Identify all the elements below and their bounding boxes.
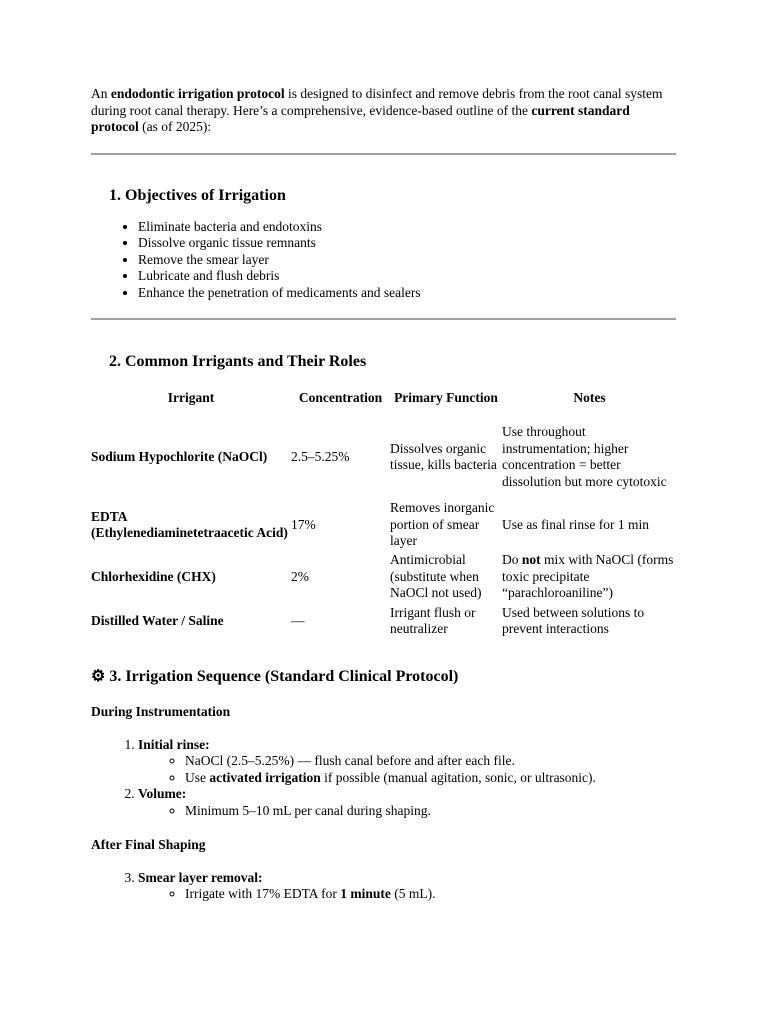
list-item: [138, 737, 677, 787]
notes-cell: Use as final rinse for 1 min: [502, 516, 649, 532]
column-header: Concentration: [298, 389, 383, 405]
notes-cell: Used between solutions to prevent interactions: [502, 604, 645, 636]
intro-paragraph: [91, 86, 677, 136]
column-header: Notes: [573, 389, 606, 405]
list-item: ◦ NaOCl (2.5–5.25%) — flush canal before and after each file.: [185, 753, 677, 770]
intro-text: (as of 2025):: [138, 119, 212, 134]
column-header: Irrigant: [167, 389, 215, 405]
list-text: (5 mL).: [390, 886, 436, 901]
notes-emphasis: not: [521, 552, 541, 568]
subheading-during-instrumentation: During Instrumentation: [91, 704, 231, 719]
list-item: • Lubricate and flush debris: [138, 268, 677, 285]
step-label: Smear layer removal:: [138, 869, 263, 885]
divider: [91, 153, 676, 155]
list-item: • Enhance the penetration of medicaments and sealers: [138, 285, 677, 302]
section-1-heading: 1. Objectives of Irrigation: [109, 186, 286, 204]
function-cell: Dissolves organic tissue, kills bacteria: [390, 440, 497, 472]
list-text: Irrigate with 17% EDTA for: [185, 886, 341, 901]
table-row: [91, 551, 677, 603]
table-row: [91, 415, 677, 499]
intro-text: An: [91, 86, 111, 101]
list-emphasis: activated irrigation: [209, 769, 321, 785]
list-text: if possible (manual agitation, sonic, or ultrasonic).: [320, 769, 596, 785]
irrigants-table: [91, 381, 677, 639]
function-cell: Removes inorganic portion of smear layer: [390, 500, 495, 549]
subheading-after-final-shaping: After Final Shaping: [91, 837, 206, 852]
irrigant-name: Sodium Hypochlorite (NaOCl): [91, 448, 268, 464]
list-item: [138, 786, 677, 819]
function-cell: Antimicrobial (substitute when NaOCl not used): [390, 552, 482, 601]
section-3-heading: [91, 667, 677, 687]
gear-icon: ⚙: [91, 668, 106, 685]
notes-text: mix with NaOCl (forms toxic precipitate “parachloroaniline”): [502, 552, 674, 601]
table-header-row: [91, 381, 677, 415]
concentration-cell: 17%: [291, 516, 316, 532]
divider: [91, 318, 676, 320]
table-row: [91, 499, 677, 551]
notes-cell: [502, 551, 677, 603]
objectives-list: [91, 219, 677, 302]
concentration-cell: 2.5–5.25%: [291, 448, 350, 464]
intro-bold-term: endodontic irrigation protocol: [110, 86, 285, 101]
column-header: Primary Function: [394, 389, 498, 405]
irrigant-name: EDTA (Ethylenediaminetetraacetic Acid): [91, 508, 288, 540]
intro-text: is designed to disinfect and remove debris from the root canal system during root canal therapy. Here’s a comprehensive, evidence-based outline of the: [91, 86, 663, 118]
concentration-cell: —: [291, 612, 305, 628]
section-3-title: 3. Irrigation Sequence (Standard Clinical Protocol): [109, 668, 459, 685]
list-item: • Eliminate bacteria and endotoxins: [138, 219, 677, 236]
intro-bold-term: current standard protocol: [91, 102, 630, 134]
irrigant-name: Distilled Water / Saline: [91, 612, 224, 628]
sub-list: [138, 803, 677, 820]
list-item: [138, 870, 677, 903]
list-emphasis: 1 minute: [340, 886, 391, 901]
section-2-heading: 2. Common Irrigants and Their Roles: [109, 353, 367, 370]
steps-list-1: [91, 737, 677, 820]
function-cell: Irrigant flush or neutralizer: [390, 604, 476, 636]
list-text: Use: [185, 769, 210, 785]
list-item: [185, 770, 677, 787]
step-label: Initial rinse:: [138, 736, 210, 752]
list-item: [185, 886, 677, 903]
irrigant-name: Chlorhexidine (CHX): [91, 568, 216, 584]
steps-list-2: [91, 870, 677, 903]
step-label: Volume:: [138, 786, 187, 801]
notes-text: Do: [502, 552, 522, 568]
sub-list: [138, 753, 677, 786]
list-item: • Remove the smear layer: [138, 252, 677, 269]
notes-cell: Use throughout instrumentation; higher concentration = better dissolution but more cytotoxic: [502, 424, 667, 489]
concentration-cell: 2%: [291, 568, 309, 584]
list-item: • Dissolve organic tissue remnants: [138, 235, 677, 252]
table-row: [91, 603, 677, 639]
sub-list: [138, 886, 677, 903]
list-item: ◦ Minimum 5–10 mL per canal during shaping.: [185, 803, 677, 820]
